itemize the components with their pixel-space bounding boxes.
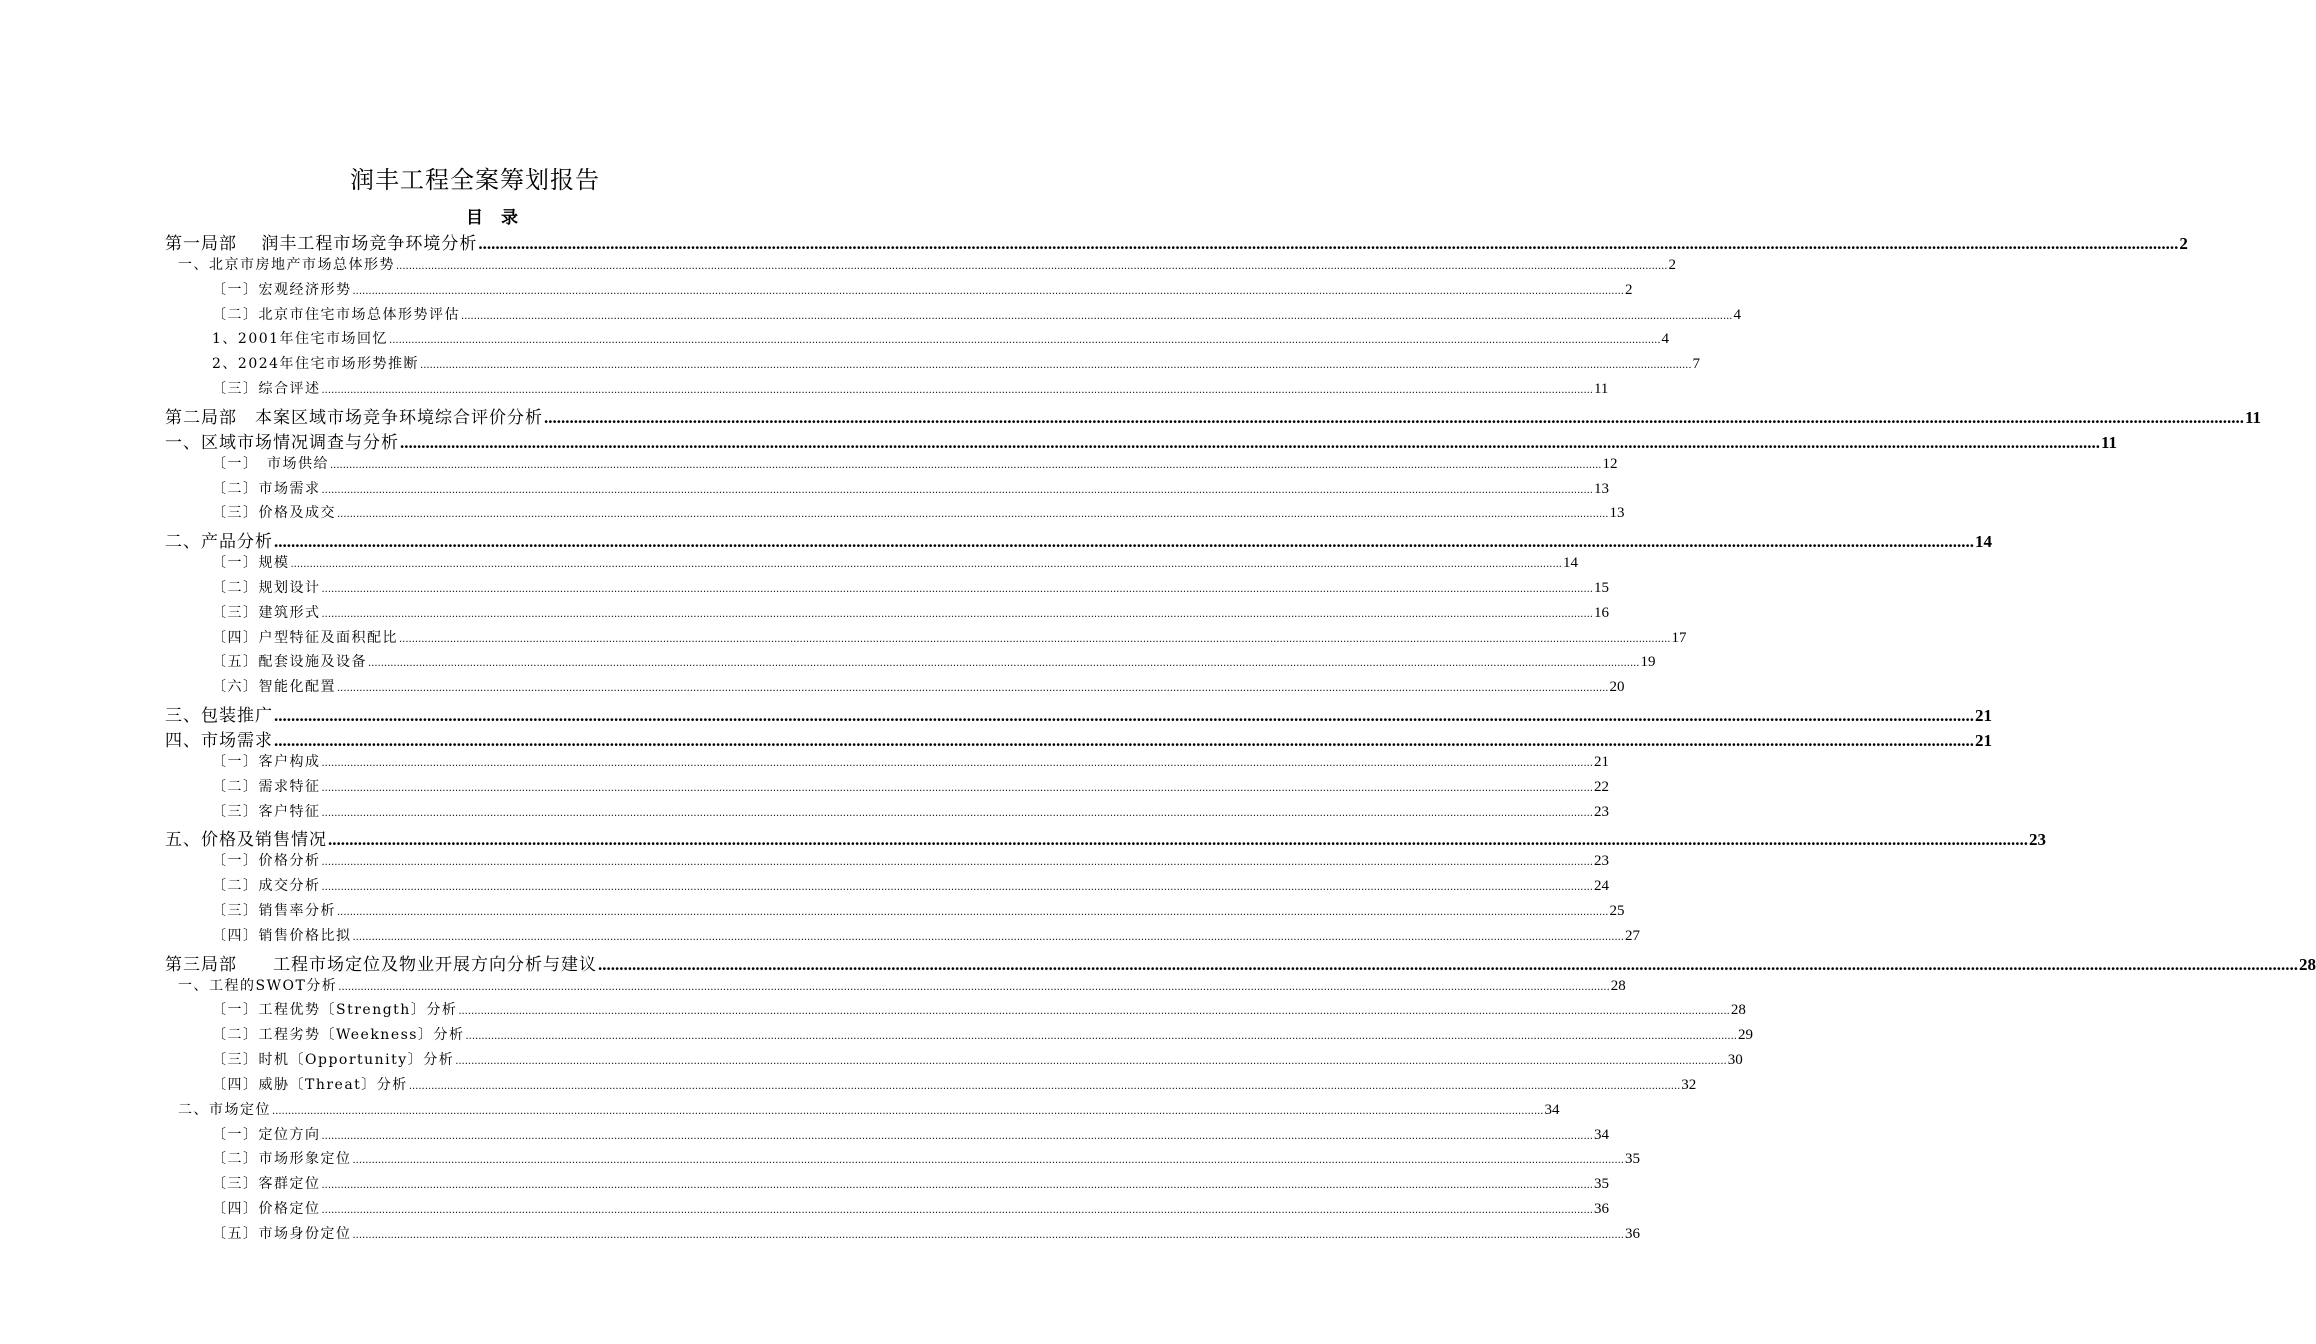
toc-leader-dots: ................................................................................................................................................................................................................................................................................................................................................................................................................	[337, 906, 1609, 918]
toc-entry-page: 14	[1562, 555, 1578, 572]
toc-leader-dots: ................................................................................................................................................................................................................................................................................................................................................................................................................	[321, 882, 1593, 894]
toc-entry-title: 〔四〕户型特征及面积配比	[212, 629, 398, 646]
toc-entry-page: 23	[1593, 803, 1609, 820]
toc-entry[interactable]	[165, 701, 1992, 727]
toc-entry-title: 〔六〕智能化配置	[212, 679, 336, 696]
toc-entry[interactable]	[212, 627, 1687, 647]
toc-entry[interactable]	[165, 527, 1992, 553]
toc-entry[interactable]	[212, 602, 1609, 622]
toc-leader-dots: ................................................................................................................................................................................................................................................................................................................................................................................................................	[389, 335, 1661, 347]
toc-entry-page: 4	[1661, 331, 1670, 348]
toc-leader-dots: ................................................................................................................................................................................................................................................................................................................................................................................................................	[321, 782, 1593, 794]
toc-entry-page: 36	[1593, 1201, 1609, 1218]
toc-entry[interactable]	[165, 825, 2046, 851]
toc-entry-title: 〔三〕价格及成交	[212, 505, 336, 522]
toc-leader-dots: ................................................................................................................................................................................................................................................................................................................................................................................................................	[321, 1130, 1593, 1142]
toc-entry-page: 24	[1593, 878, 1609, 895]
toc-entry-page: 25	[1609, 902, 1625, 919]
toc-entry-title: 〔一〕定位方向	[212, 1126, 321, 1143]
toc-entry[interactable]	[212, 850, 1609, 870]
toc-entry-title: 第三局部 工程市场定位及物业开展方向分析与建议	[165, 954, 597, 975]
toc-entry-page: 28	[2299, 954, 2316, 974]
toc-entry[interactable]	[212, 478, 1609, 498]
toc-leader-dots: ................................................................................................................................................................................................................................................................................................................................................................................................................	[272, 1105, 1544, 1117]
toc-entry-page: 2	[1668, 256, 1676, 273]
toc-leader-dots: ................................................................................................................................................................................................................................................................................................................................................................................................................	[368, 658, 1640, 670]
toc-entry-page: 2	[1624, 281, 1633, 298]
toc-entry-title: 四、市场需求	[165, 731, 273, 751]
toc-leader-dots: ................................................................................................................................................................................................................................................................................................................................................................................................................	[321, 1180, 1593, 1192]
toc-entry-page: 22	[1593, 778, 1609, 795]
toc-entry[interactable]	[178, 1099, 1560, 1119]
toc-entry-page: 11	[2101, 432, 2118, 452]
toc-entry-page: 23	[1593, 853, 1609, 870]
toc-entry-page: 7	[1692, 356, 1701, 373]
toc-leader-dots: ................................................................................................................................................................................................................................................................................................................................................................................................................	[352, 1155, 1624, 1167]
toc-leader-dots: ................................................................................................................................................................................................................................................................................................................................................................................................................	[598, 954, 2298, 974]
toc-entry[interactable]	[212, 453, 1618, 473]
toc-entry-page: 2	[2179, 234, 2188, 253]
toc-entry[interactable]	[212, 1223, 1640, 1243]
toc-entry-page: 28	[1610, 977, 1626, 994]
toc-entry-page: 15	[1593, 579, 1609, 596]
toc-entry-title: 〔一〕 市场供给	[212, 455, 329, 472]
toc-leader-dots: ................................................................................................................................................................................................................................................................................................................................................................................................................	[352, 931, 1624, 943]
toc-leader-dots: ................................................................................................................................................................................................................................................................................................................................................................................................................	[321, 484, 1593, 496]
toc-entry-title: 〔三〕客户特征	[212, 803, 321, 820]
toc-entry[interactable]	[212, 1049, 1743, 1069]
toc-entry-title: 〔二〕需求特征	[212, 778, 321, 795]
toc-entry-page: 14	[1975, 532, 1992, 552]
toc-entry-title: 〔三〕销售率分析	[212, 902, 336, 919]
toc-entry-page: 29	[1737, 1027, 1753, 1044]
toc-entry[interactable]	[212, 999, 1746, 1019]
toc-entry-page: 20	[1609, 679, 1625, 696]
toc-entry-title: 〔三〕建筑形式	[212, 604, 321, 621]
toc-entry-title: 〔一〕工程优势〔Strength〕分析	[212, 1002, 458, 1019]
toc-leader-dots: ................................................................................................................................................................................................................................................................................................................................................................................................................	[465, 1031, 1737, 1043]
toc-entry-title: 一、工程的SWOT分析	[178, 977, 338, 994]
toc-entry[interactable]	[165, 950, 2316, 975]
toc-leader-dots: ................................................................................................................................................................................................................................................................................................................................................................................................................	[290, 559, 1562, 571]
toc-leader-dots: ................................................................................................................................................................................................................................................................................................................................................................................................................	[352, 285, 1624, 297]
toc-entry[interactable]	[212, 378, 1609, 398]
toc-entry[interactable]	[212, 279, 1633, 299]
toc-entry[interactable]	[212, 328, 1670, 348]
toc-entry[interactable]	[165, 229, 2188, 254]
toc-entry-title: 〔一〕客户构成	[212, 753, 321, 770]
toc-leader-dots: ................................................................................................................................................................................................................................................................................................................................................................................................................	[274, 706, 1974, 726]
toc-entry-title: 〔二〕工程劣势〔Weekness〕分析	[212, 1027, 465, 1044]
toc-leader-dots: ................................................................................................................................................................................................................................................................................................................................................................................................................	[396, 260, 1668, 272]
toc-leader-dots: ................................................................................................................................................................................................................................................................................................................................................................................................................	[321, 757, 1593, 769]
toc-entry[interactable]	[212, 1198, 1609, 1218]
toc-entry[interactable]	[165, 428, 2118, 453]
toc-leader-dots: ................................................................................................................................................................................................................................................................................................................................................................................................................	[330, 459, 1602, 471]
toc-leader-dots: ................................................................................................................................................................................................................................................................................................................................................................................................................	[337, 683, 1609, 695]
toc-entry-title: 五、价格及销售情况	[165, 830, 327, 851]
toc-entry-title: 〔四〕价格定位	[212, 1201, 321, 1218]
document-title: 润丰工程全案筹划报告	[350, 166, 600, 194]
toc-entry-page: 34	[1593, 1126, 1609, 1143]
toc-entry[interactable]	[212, 502, 1625, 522]
toc-entry-page: 21	[1593, 753, 1609, 770]
toc-entry-page: 21	[1975, 731, 1992, 750]
toc-entry-title: 〔四〕威胁〔Threat〕分析	[212, 1076, 408, 1093]
toc-entry-page: 27	[1624, 927, 1640, 944]
toc-entry-title: 一、区域市场情况调查与分析	[165, 432, 399, 453]
toc-leader-dots: ................................................................................................................................................................................................................................................................................................................................................................................................................	[274, 731, 1974, 750]
toc-entry[interactable]	[212, 776, 1609, 796]
toc-entry-title: 第一局部 润丰工程市场竞争环境分析	[165, 234, 478, 254]
toc-entry-page: 11	[1593, 381, 1609, 398]
toc-leader-dots: ................................................................................................................................................................................................................................................................................................................................................................................................................	[321, 385, 1593, 397]
toc-entry[interactable]	[212, 1074, 1697, 1094]
toc-leader-dots: ................................................................................................................................................................................................................................................................................................................................................................................................................	[544, 407, 2244, 427]
toc-entry-title: 三、包装推广	[165, 706, 273, 727]
toc-entry[interactable]	[212, 900, 1625, 920]
toc-entry-page: 19	[1640, 654, 1656, 671]
toc-leader-dots: ................................................................................................................................................................................................................................................................................................................................................................................................................	[352, 1230, 1624, 1241]
toc-entry-page: 28	[1730, 1002, 1746, 1019]
toc-entry[interactable]	[212, 1173, 1609, 1193]
toc-entry[interactable]	[178, 254, 1676, 274]
toc-leader-dots: ................................................................................................................................................................................................................................................................................................................................................................................................................	[455, 1056, 1727, 1068]
toc-entry[interactable]	[165, 726, 1992, 751]
toc-entry-title: 〔一〕价格分析	[212, 853, 321, 870]
toc-entry[interactable]	[212, 925, 1640, 945]
toc-entry[interactable]	[165, 403, 2262, 428]
toc-entry[interactable]	[212, 353, 1701, 373]
toc-entry-page: 32	[1681, 1076, 1697, 1093]
toc-entry-title: 1、2001年住宅市场回忆	[212, 331, 389, 348]
toc-leader-dots: ................................................................................................................................................................................................................................................................................................................................................................................................................	[461, 310, 1733, 322]
toc-entry-title: 二、市场定位	[178, 1101, 271, 1118]
toc-entry-title: 〔三〕时机〔Opportunity〕分析	[212, 1052, 455, 1069]
toc-entry[interactable]	[212, 651, 1656, 671]
toc-entry-title: 二、产品分析	[165, 532, 273, 553]
toc-leader-dots: ................................................................................................................................................................................................................................................................................................................................................................................................................	[321, 807, 1593, 819]
toc-entry-title: 2、2024年住宅市场形势推断	[212, 356, 420, 373]
toc-leader-dots: ................................................................................................................................................................................................................................................................................................................................................................................................................	[399, 633, 1671, 645]
toc-entry-title: 〔四〕销售价格比拟	[212, 927, 352, 944]
toc-entry-title: 〔一〕规模	[212, 555, 290, 572]
toc-entry-title: 〔五〕配套设施及设备	[212, 654, 367, 671]
toc-entry-page: 34	[1544, 1101, 1560, 1118]
toc-leader-dots: ................................................................................................................................................................................................................................................................................................................................................................................................................	[420, 360, 1692, 372]
toc-entry-page: 17	[1671, 629, 1687, 646]
toc-entry[interactable]	[212, 676, 1625, 696]
toc-heading: 目 录	[466, 208, 524, 228]
toc-entry-title: 〔三〕客群定位	[212, 1176, 321, 1193]
toc-entry-title: 第二局部 本案区域市场竞争环境综合评价分析	[165, 407, 543, 428]
toc-leader-dots: ................................................................................................................................................................................................................................................................................................................................................................................................................	[328, 830, 2028, 850]
toc-leader-dots: ................................................................................................................................................................................................................................................................................................................................................................................................................	[274, 532, 1974, 552]
toc-entry-page: 30	[1727, 1052, 1743, 1069]
toc-entry[interactable]	[212, 1024, 1753, 1044]
toc-entry-title: 〔三〕综合评述	[212, 381, 321, 398]
toc-leader-dots: ................................................................................................................................................................................................................................................................................................................................................................................................................	[458, 1006, 1730, 1018]
toc-entry-page: 13	[1593, 480, 1609, 497]
toc-entry-title: 一、北京市房地产市场总体形势	[178, 256, 395, 273]
toc-leader-dots: ................................................................................................................................................................................................................................................................................................................................................................................................................	[321, 1205, 1593, 1217]
toc-entry-title: 〔二〕市场需求	[212, 480, 321, 497]
toc-entry-title: 〔一〕宏观经济形势	[212, 281, 352, 298]
toc-leader-dots: ................................................................................................................................................................................................................................................................................................................................................................................................................	[478, 234, 2179, 253]
toc-entry-title: 〔二〕成交分析	[212, 878, 321, 895]
toc-entry-title: 〔二〕市场形象定位	[212, 1151, 352, 1168]
toc-entry-page: 12	[1602, 455, 1618, 472]
toc-entry-title: 〔二〕规划设计	[212, 579, 321, 596]
toc-entry-page: 35	[1593, 1176, 1609, 1193]
toc-entry-page: 35	[1624, 1151, 1640, 1168]
toc-leader-dots: ................................................................................................................................................................................................................................................................................................................................................................................................................	[337, 509, 1609, 521]
toc-entry-page: 23	[2029, 830, 2046, 850]
toc-entry[interactable]	[178, 975, 1626, 995]
toc-entry-page: 4	[1733, 306, 1741, 323]
toc-entry-page: 11	[2245, 407, 2262, 427]
toc-entry-page: 13	[1609, 505, 1625, 522]
toc-entry[interactable]	[212, 1148, 1640, 1168]
toc-entry[interactable]	[212, 801, 1609, 821]
toc-entry[interactable]	[212, 875, 1609, 895]
toc-entry[interactable]	[212, 751, 1609, 771]
toc-leader-dots: ................................................................................................................................................................................................................................................................................................................................................................................................................	[338, 981, 1610, 993]
toc-entry-page: 21	[1975, 706, 1992, 726]
toc-leader-dots: ................................................................................................................................................................................................................................................................................................................................................................................................................	[321, 857, 1593, 869]
toc-entry[interactable]	[212, 577, 1609, 597]
toc-entry-title: 〔五〕市场身份定位	[212, 1226, 352, 1242]
toc-leader-dots: ................................................................................................................................................................................................................................................................................................................................................................................................................	[321, 583, 1593, 595]
toc-leader-dots: ................................................................................................................................................................................................................................................................................................................................................................................................................	[400, 432, 2100, 452]
toc-entry-page: 36	[1624, 1226, 1640, 1242]
toc-leader-dots: ................................................................................................................................................................................................................................................................................................................................................................................................................	[408, 1080, 1681, 1092]
toc-entry[interactable]	[212, 552, 1578, 572]
toc-entry-title: 〔二〕北京市住宅市场总体形势评估	[212, 306, 460, 323]
toc-leader-dots: ................................................................................................................................................................................................................................................................................................................................................................................................................	[321, 608, 1593, 620]
toc-entry[interactable]	[212, 304, 1741, 324]
toc-entry-page: 16	[1593, 604, 1609, 621]
toc-entry[interactable]	[212, 1124, 1609, 1144]
